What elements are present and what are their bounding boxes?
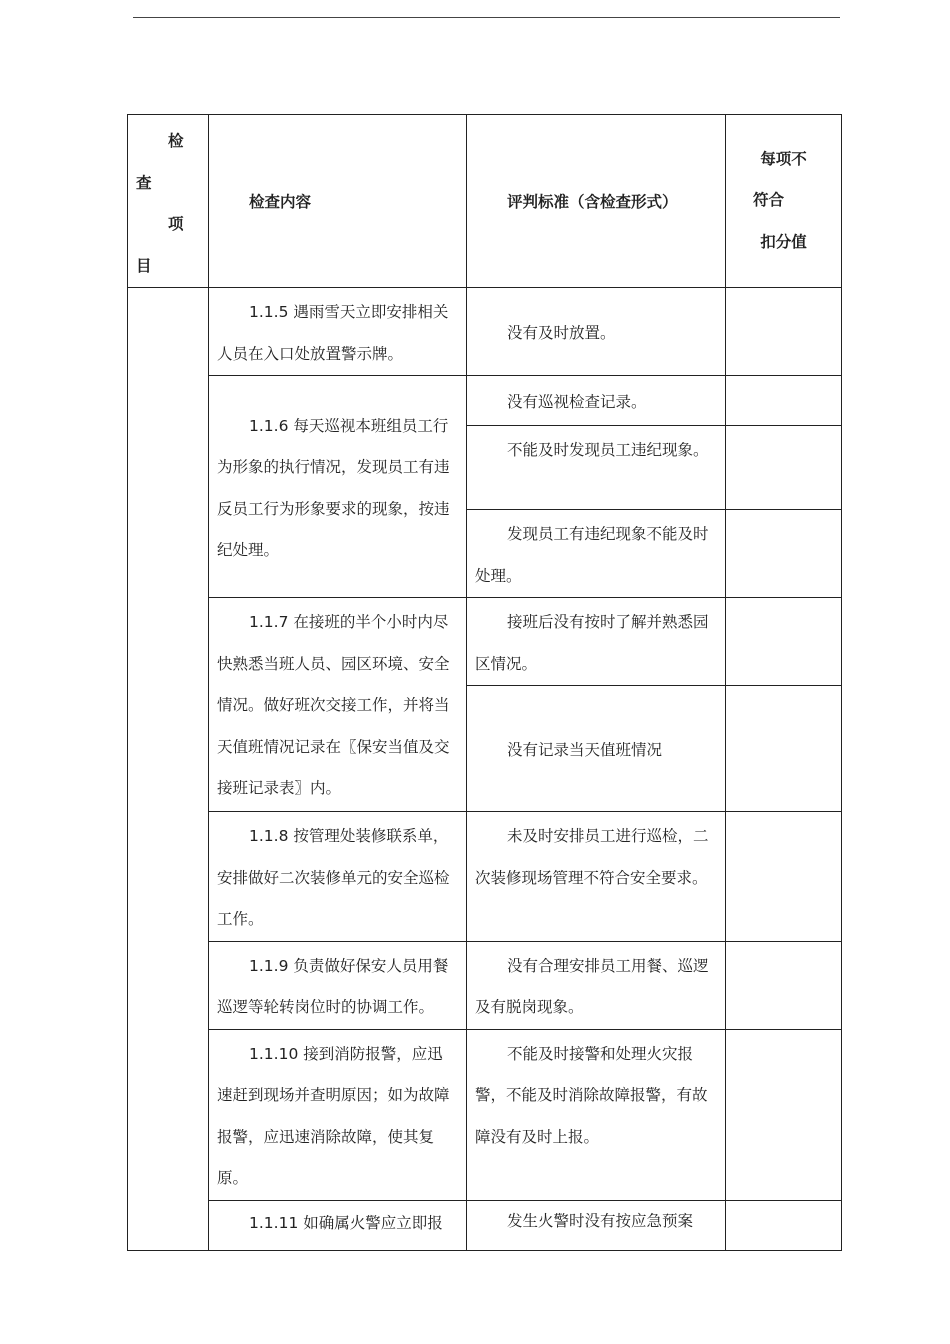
- deduction-cell: [726, 376, 842, 426]
- standard-cell: 发现员工有违纪现象不能及时处理。: [467, 510, 726, 598]
- deduction-cell: [726, 510, 842, 598]
- header-content: 检查内容: [209, 115, 467, 288]
- standard-cell: 没有及时放置。: [467, 288, 726, 376]
- header-standard: 评判标准（含检查形式）: [467, 115, 726, 288]
- item-cell: [128, 288, 209, 1251]
- header-deduction-line: 每项不: [760, 149, 807, 168]
- deduction-cell: [726, 1029, 842, 1200]
- deduction-cell: [726, 686, 842, 812]
- standard-cell: 不能及时发现员工违纪现象。: [467, 426, 726, 510]
- standard-cell: 发生火警时没有按应急预案: [467, 1200, 726, 1250]
- table-row: [128, 598, 842, 686]
- table-row: [128, 1029, 842, 1200]
- header-item-char: 目: [136, 256, 152, 275]
- table-row: [128, 376, 842, 426]
- deduction-cell: [726, 598, 842, 686]
- standard-cell: 不能及时接警和处理火灾报警，不能及时消除故障报警，有故障没有及时上报。: [467, 1029, 726, 1200]
- deduction-cell: [726, 1200, 842, 1250]
- content-cell: 1.1.8 按管理处装修联系单，安排做好二次装修单元的安全巡检工作。: [209, 812, 467, 942]
- header-item-char: 检: [168, 132, 184, 150]
- content-cell: 1.1.10 接到消防报警，应迅速赶到现场并查明原因；如为故障报警，应迅速消除故障，使其复原。: [209, 1029, 467, 1200]
- content-cell: 1.1.9 负责做好保安人员用餐巡逻等轮转岗位时的协调工作。: [209, 941, 467, 1029]
- deduction-cell: [726, 288, 842, 376]
- content-cell: 1.1.6 每天巡视本班组员工行为形象的执行情况，发现员工有违反员工行为形象要求的现象，按违纪处理。: [209, 376, 467, 598]
- content-cell: 1.1.7 在接班的半个小时内尽快熟悉当班人员、园区环境、安全情况。做好班次交接工作，并将当天值班情况记录在〖保安当值及交接班记录表〗内。: [209, 598, 467, 812]
- header-deduction-line: 扣分值: [760, 232, 807, 251]
- header-item-char: 项: [168, 215, 184, 233]
- table-row: [128, 288, 842, 376]
- content-cell: 1.1.5 遇雨雪天立即安排相关人员在入口处放置警示牌。: [209, 288, 467, 376]
- deduction-cell: [726, 941, 842, 1029]
- deduction-cell: [726, 426, 842, 510]
- table-row: [128, 941, 842, 1029]
- header-row: [128, 115, 842, 288]
- header-deduction: [726, 115, 842, 288]
- header-deduction-line: 符合: [752, 191, 784, 210]
- standard-cell: 没有记录当天值班情况: [467, 686, 726, 812]
- table-row: [128, 1200, 842, 1250]
- standard-cell: 接班后没有按时了解并熟悉园区情况。: [467, 598, 726, 686]
- header-item-cell: [128, 115, 209, 288]
- deduction-cell: [726, 812, 842, 942]
- standard-cell: 未及时安排员工进行巡检，二次装修现场管理不符合安全要求。: [467, 812, 726, 942]
- table-row: [128, 812, 842, 942]
- content-cell: 1.1.11 如确属火警应立即报: [209, 1200, 467, 1250]
- standard-cell: 没有巡视检查记录。: [467, 376, 726, 426]
- header-item-char: 查: [136, 173, 152, 192]
- inspection-table: [127, 114, 842, 1251]
- standard-cell: 没有合理安排员工用餐、巡逻及有脱岗现象。: [467, 941, 726, 1029]
- header-rule: [133, 17, 840, 18]
